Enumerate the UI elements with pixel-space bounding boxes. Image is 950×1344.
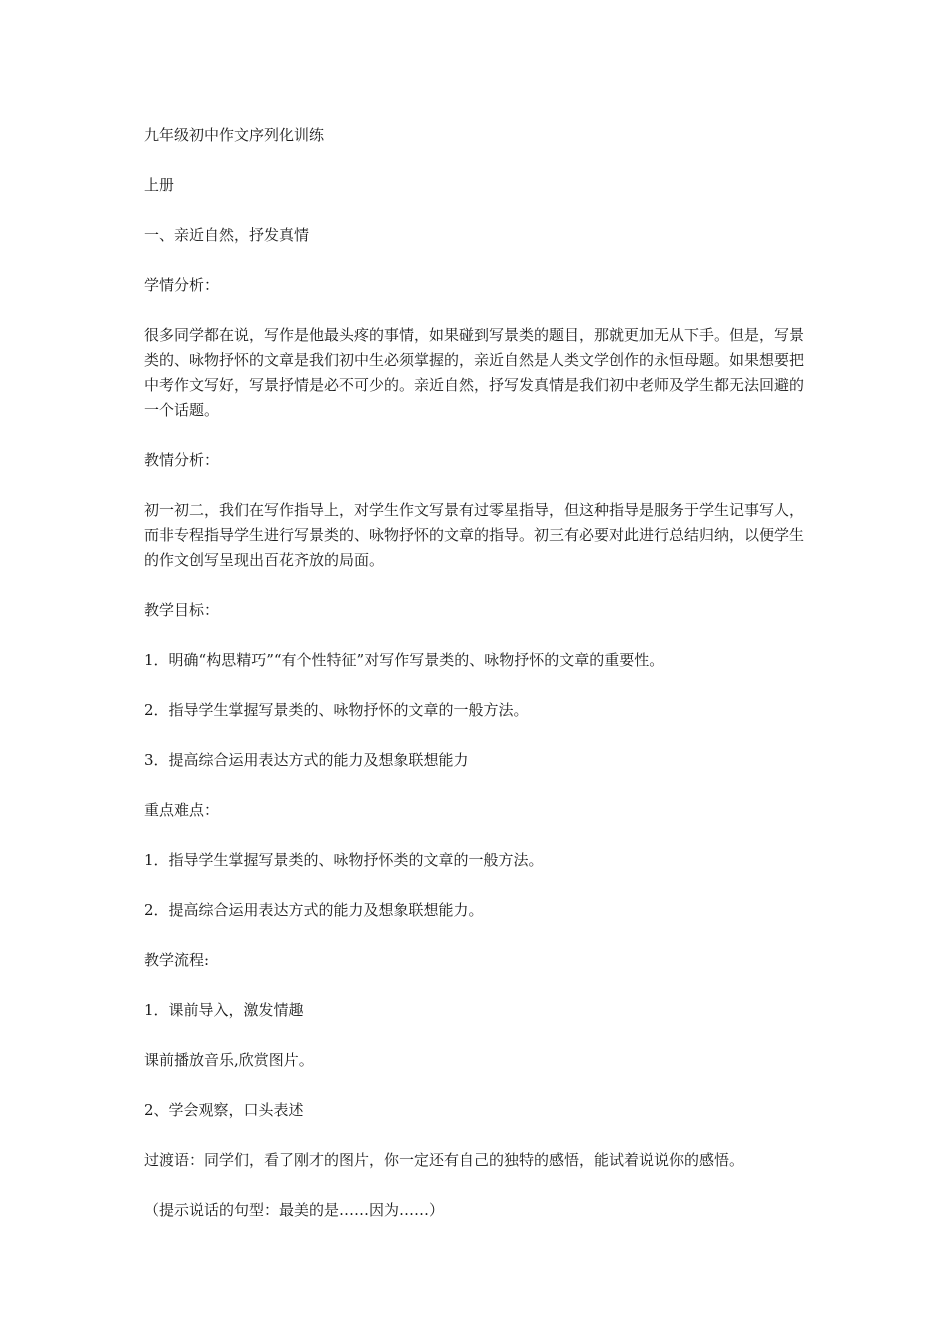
process-step-detail: 课前播放音乐,欣赏图片。 [144, 1051, 314, 1069]
transition-text: 过渡语：同学们，看了刚才的图片，你一定还有自己的独特的感悟，能试着说说你的感悟。 [144, 1151, 745, 1169]
student-analysis-paragraph: 很多同学都在说，写作是他最头疼的事情，如果碰到写景类的题目，那就更加无从下手。但是，写景类的、咏物抒怀的文章是我们初中生必须掌握的，亲近自然是人类文学创作的永恒母题。如果想要把中考作文写好，写景抒情是必不可少的。亲近自然，抒写发真情是我们初中老师及学生都无法回避的一个话题。 [144, 326, 805, 419]
volume-label: 上册 [144, 176, 175, 194]
objectives-heading: 教学目标： [144, 601, 220, 619]
process-heading: 教学流程: [144, 951, 210, 969]
objective-item: 3．提高综合运用表达方式的能力及想象联想能力 [144, 751, 469, 769]
key-point-item: 2．提高综合运用表达方式的能力及想象联想能力。 [144, 901, 484, 919]
hint-text: （提示说话的句型：最美的是……因为……） [144, 1201, 445, 1219]
teaching-analysis-paragraph: 初一初二，我们在写作指导上，对学生作文写景有过零星指导，但这种指导是服务于学生记事写人，而非专程指导学生进行写景类的、咏物抒怀的文章的指导。初三有必要对此进行总结归纳，以便学生的作文创写呈现出百花齐放的局面。 [144, 501, 805, 569]
key-points-heading: 重点难点： [144, 801, 220, 819]
process-step: 2、学会观察，口头表述 [144, 1101, 304, 1119]
teaching-analysis-heading: 教情分析： [144, 451, 220, 469]
student-analysis-heading: 学情分析： [144, 276, 220, 294]
objective-item: 1．明确“构思精巧”“有个性特征”对写作写景类的、咏物抒怀的文章的重要性。 [144, 651, 665, 669]
key-point-item: 1．指导学生掌握写景类的、咏物抒怀类的文章的一般方法。 [144, 851, 544, 869]
process-step: 1．课前导入，激发情趣 [144, 1001, 304, 1019]
document-title: 九年级初中作文序列化训练 [144, 126, 325, 144]
objective-item: 2．指导学生掌握写景类的、咏物抒怀的文章的一般方法。 [144, 701, 529, 719]
unit-title: 一、亲近自然，抒发真情 [144, 226, 310, 244]
document-body [144, 123, 814, 1248]
